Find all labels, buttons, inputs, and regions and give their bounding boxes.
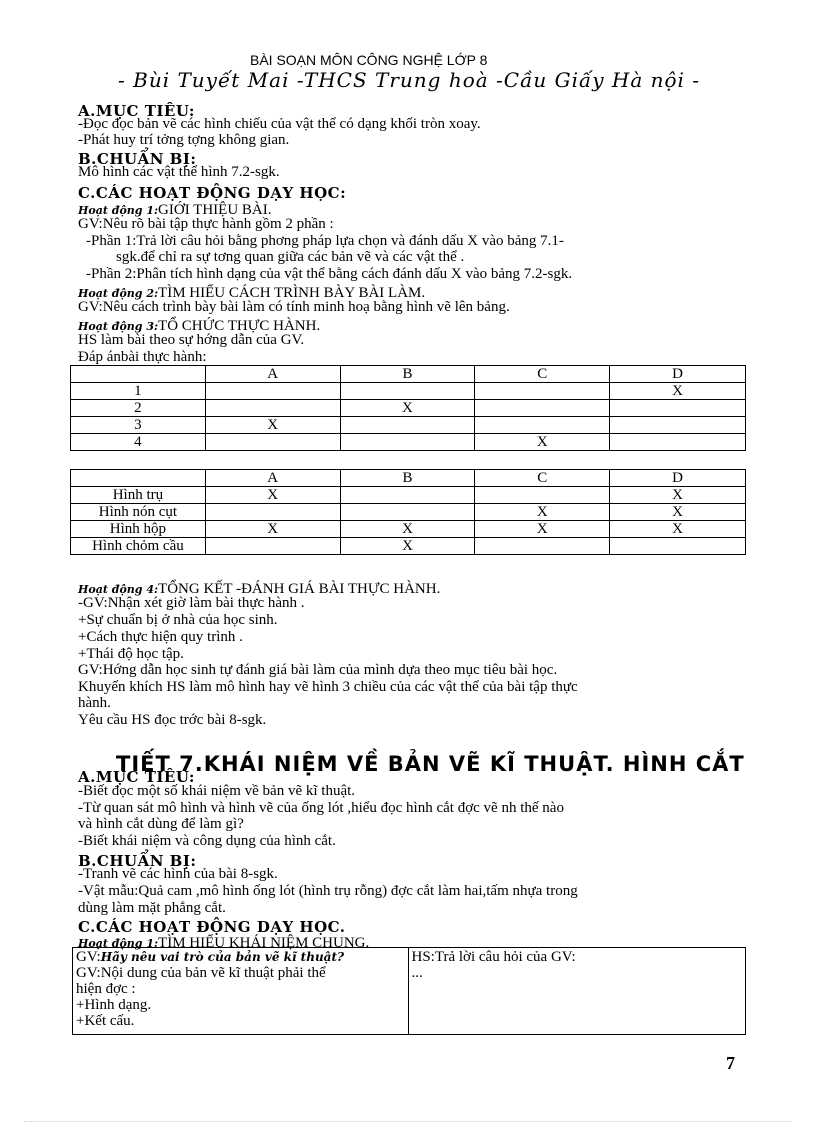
text-line: GV:Nội dung của bản vẽ kĩ thuật phải thể <box>76 965 326 981</box>
question-text: Hãy nêu vai trò của bản vẽ kĩ thuật? <box>100 950 345 964</box>
section-b-heading: B.CHUẨN BỊ: <box>78 852 197 870</box>
text-line: -Phần 1:Trả lời câu hỏi bằng phơng pháp lựa chọn và đánh dấu X vào bảng 7.1- <box>86 233 564 249</box>
table-header-row <box>71 470 746 487</box>
table-cell: Hình trụ <box>71 487 206 504</box>
table-cell <box>475 383 610 400</box>
table-cell <box>340 487 475 504</box>
table-header-cell: D <box>610 366 746 383</box>
table-cell <box>475 400 610 417</box>
text-line: dùng làm mặt phẳng cắt. <box>78 900 226 916</box>
text-line: hiện đợc : <box>76 981 136 997</box>
text-line: Khuyến khích HS làm mô hình hay vẽ hình 3 chiều của các vật thể của bài tập thực <box>78 679 578 695</box>
activity-title: TÌM HIỂU CÁCH TRÌNH BÀY BÀI LÀM. <box>158 285 426 301</box>
table-cell: 1 <box>71 383 206 400</box>
text-line: Yêu cầu HS đọc trớc bài 8-sgk. <box>78 712 267 728</box>
text-line: sgk.để chỉ ra sự tơng quan giữa các bản vẽ và các vật thể . <box>116 249 465 265</box>
table-cell <box>71 366 206 383</box>
activity-label: Hoạt động 4: <box>78 583 159 596</box>
table-cell: X <box>475 504 610 521</box>
text-line: GV:Nêu cách trình bày bài làm có tính minh hoạ bằng hình vẽ lên bảng. <box>78 299 510 315</box>
author-line: - Bùi Tuyết Mai -THCS Trung hoà -Cầu Giấy Hà nội - <box>118 68 701 92</box>
table-cell <box>205 504 340 521</box>
table-cell: X <box>205 521 340 538</box>
table-header-cell: B <box>340 366 475 383</box>
table-cell: X <box>205 487 340 504</box>
answer-table-1 <box>70 365 746 451</box>
table-header-cell: B <box>340 470 475 487</box>
table-cell: X <box>340 400 475 417</box>
text-line: -Tranh vẽ các hình của bài 8-sgk. <box>78 866 278 882</box>
text-line: Đáp ánbài thực hành: <box>78 349 207 365</box>
text-line: GV:Hớng dẫn học sinh tự đánh giá bài làm của mình dựa theo mục tiêu bài học. <box>78 662 558 678</box>
teacher-question <box>76 949 405 965</box>
table-cell <box>610 538 746 555</box>
section-b-heading: B.CHUẨN BỊ: <box>78 150 197 168</box>
activity-title: TỔ CHỨC THỰC HÀNH. <box>158 318 321 334</box>
activity-label: Hoạt động 2: <box>78 287 159 300</box>
text-line: -Vật mẫu:Quả cam ,mô hình ống lót (hình trụ rỗng) đợc cắt làm hai,tấm nhựa trong <box>78 883 578 899</box>
table-cell <box>475 487 610 504</box>
table-cell <box>205 400 340 417</box>
activity-label: Hoạt động 1: <box>78 204 159 217</box>
table-cell <box>610 417 746 434</box>
table-header-cell: A <box>205 470 340 487</box>
table-row <box>71 504 746 521</box>
table-cell <box>71 470 206 487</box>
teacher-column <box>73 948 409 1035</box>
text-line: +Thái độ học tập. <box>78 646 184 662</box>
table-cell: Hình hộp <box>71 521 206 538</box>
page-number: 7 <box>726 1053 735 1073</box>
table-row <box>73 948 746 1035</box>
table-row <box>71 434 746 451</box>
section-a-heading: A.MỤC TIÊU: <box>78 102 195 120</box>
table-cell <box>205 434 340 451</box>
text-line: -Biết khái niệm và công dụng của hình cắt. <box>78 833 336 849</box>
section-c-heading: C.CÁC HOẠT ĐỘNG DẠY HỌC: <box>78 184 347 202</box>
table-cell: 2 <box>71 400 206 417</box>
question-prefix: GV: <box>76 949 101 965</box>
text-line: -Đọc đọc bản vẽ các hình chiếu của vật thể có dạng khối tròn xoay. <box>78 116 481 132</box>
activity-table <box>72 947 746 1035</box>
table-cell: 3 <box>71 417 206 434</box>
activity-title: TỔNG KẾT -ĐÁNH GIÁ BÀI THỰC HÀNH. <box>158 581 441 597</box>
student-column <box>408 948 746 1035</box>
table-header-cell: C <box>475 470 610 487</box>
table-cell <box>475 417 610 434</box>
text-line: -Biết đọc một số khái niệm về bản vẽ kĩ thuật. <box>78 783 356 799</box>
table-cell: X <box>610 504 746 521</box>
page-divider <box>24 1121 792 1122</box>
table-cell <box>205 538 340 555</box>
text-line: +Cách thực hiện quy trình . <box>78 629 243 645</box>
lesson-title: TIẾT 7.KHÁI NIỆM VỀ BẢN VẼ KĨ THUẬT. HÌNH CẮT <box>116 752 745 776</box>
table-cell: 4 <box>71 434 206 451</box>
answer-table-2 <box>70 469 746 555</box>
table-cell: X <box>205 417 340 434</box>
text-line: HS làm bài theo sự hớng dẫn của GV. <box>78 332 305 348</box>
table-cell <box>610 434 746 451</box>
table-cell: X <box>475 434 610 451</box>
text-line: -Phát huy trí tởng tợng không gian. <box>78 132 290 148</box>
table-row <box>71 417 746 434</box>
text-line: GV:Nêu rõ bài tập thực hành gồm 2 phần : <box>78 216 334 232</box>
table-cell <box>205 383 340 400</box>
text-line: và hình cắt dùng để làm gì? <box>78 816 244 832</box>
table-cell: X <box>610 383 746 400</box>
text-line: ... <box>411 965 423 981</box>
activity-label: Hoạt động 1: <box>78 937 159 950</box>
text-line: -Phần 2:Phân tích hình dạng của vật thể bằng cách đánh dấu X vào bảng 7.2-sgk. <box>86 266 573 282</box>
table-cell <box>340 383 475 400</box>
table-cell: X <box>610 521 746 538</box>
table-header-row <box>71 366 746 383</box>
table-header-cell: D <box>610 470 746 487</box>
table-cell: X <box>475 521 610 538</box>
table-cell: Hình nón cụt <box>71 504 206 521</box>
table-header-cell: A <box>205 366 340 383</box>
table-cell <box>475 538 610 555</box>
text-line: -GV:Nhận xét giờ làm bài thực hành . <box>78 595 305 611</box>
table-cell <box>610 400 746 417</box>
table-cell <box>340 434 475 451</box>
text-line: +Hình dạng. <box>76 997 152 1013</box>
text-line: Mô hình các vật thể hình 7.2-sgk. <box>78 164 280 180</box>
document-title: BÀI SOẠN MÔN CÔNG NGHỆ LỚP 8 <box>250 52 488 68</box>
activity-title: GIỚI THIỆU BÀI. <box>158 202 272 218</box>
section-c-heading: C.CÁC HOẠT ĐỘNG DẠY HỌC. <box>78 918 346 936</box>
text-line: -Từ quan sát mô hình và hình vẽ của ống lót ,hiểu đọc hình cắt đợc vẽ nh thế nào <box>78 800 564 816</box>
table-cell <box>340 504 475 521</box>
table-cell: X <box>340 521 475 538</box>
text-line: +Kết cấu. <box>76 1013 135 1029</box>
table-row <box>71 383 746 400</box>
table-cell: X <box>610 487 746 504</box>
table-cell: Hình chỏm cầu <box>71 538 206 555</box>
table-row <box>71 538 746 555</box>
text-line: +Sự chuẩn bị ở nhà của học sinh. <box>78 612 278 628</box>
text-line: hành. <box>78 695 111 711</box>
table-header-cell: C <box>475 366 610 383</box>
table-row <box>71 400 746 417</box>
table-cell: X <box>340 538 475 555</box>
text-line: HS:Trả lời câu hỏi của GV: <box>411 949 576 965</box>
table-cell <box>340 417 475 434</box>
section-a-heading: A.MỤC TIÊU: <box>78 768 195 786</box>
table-row <box>71 521 746 538</box>
activity-label: Hoạt động 3: <box>78 320 159 333</box>
activity-title: TÌM HIỂU KHÁI NIỆM CHUNG. <box>158 935 370 951</box>
table-row <box>71 487 746 504</box>
